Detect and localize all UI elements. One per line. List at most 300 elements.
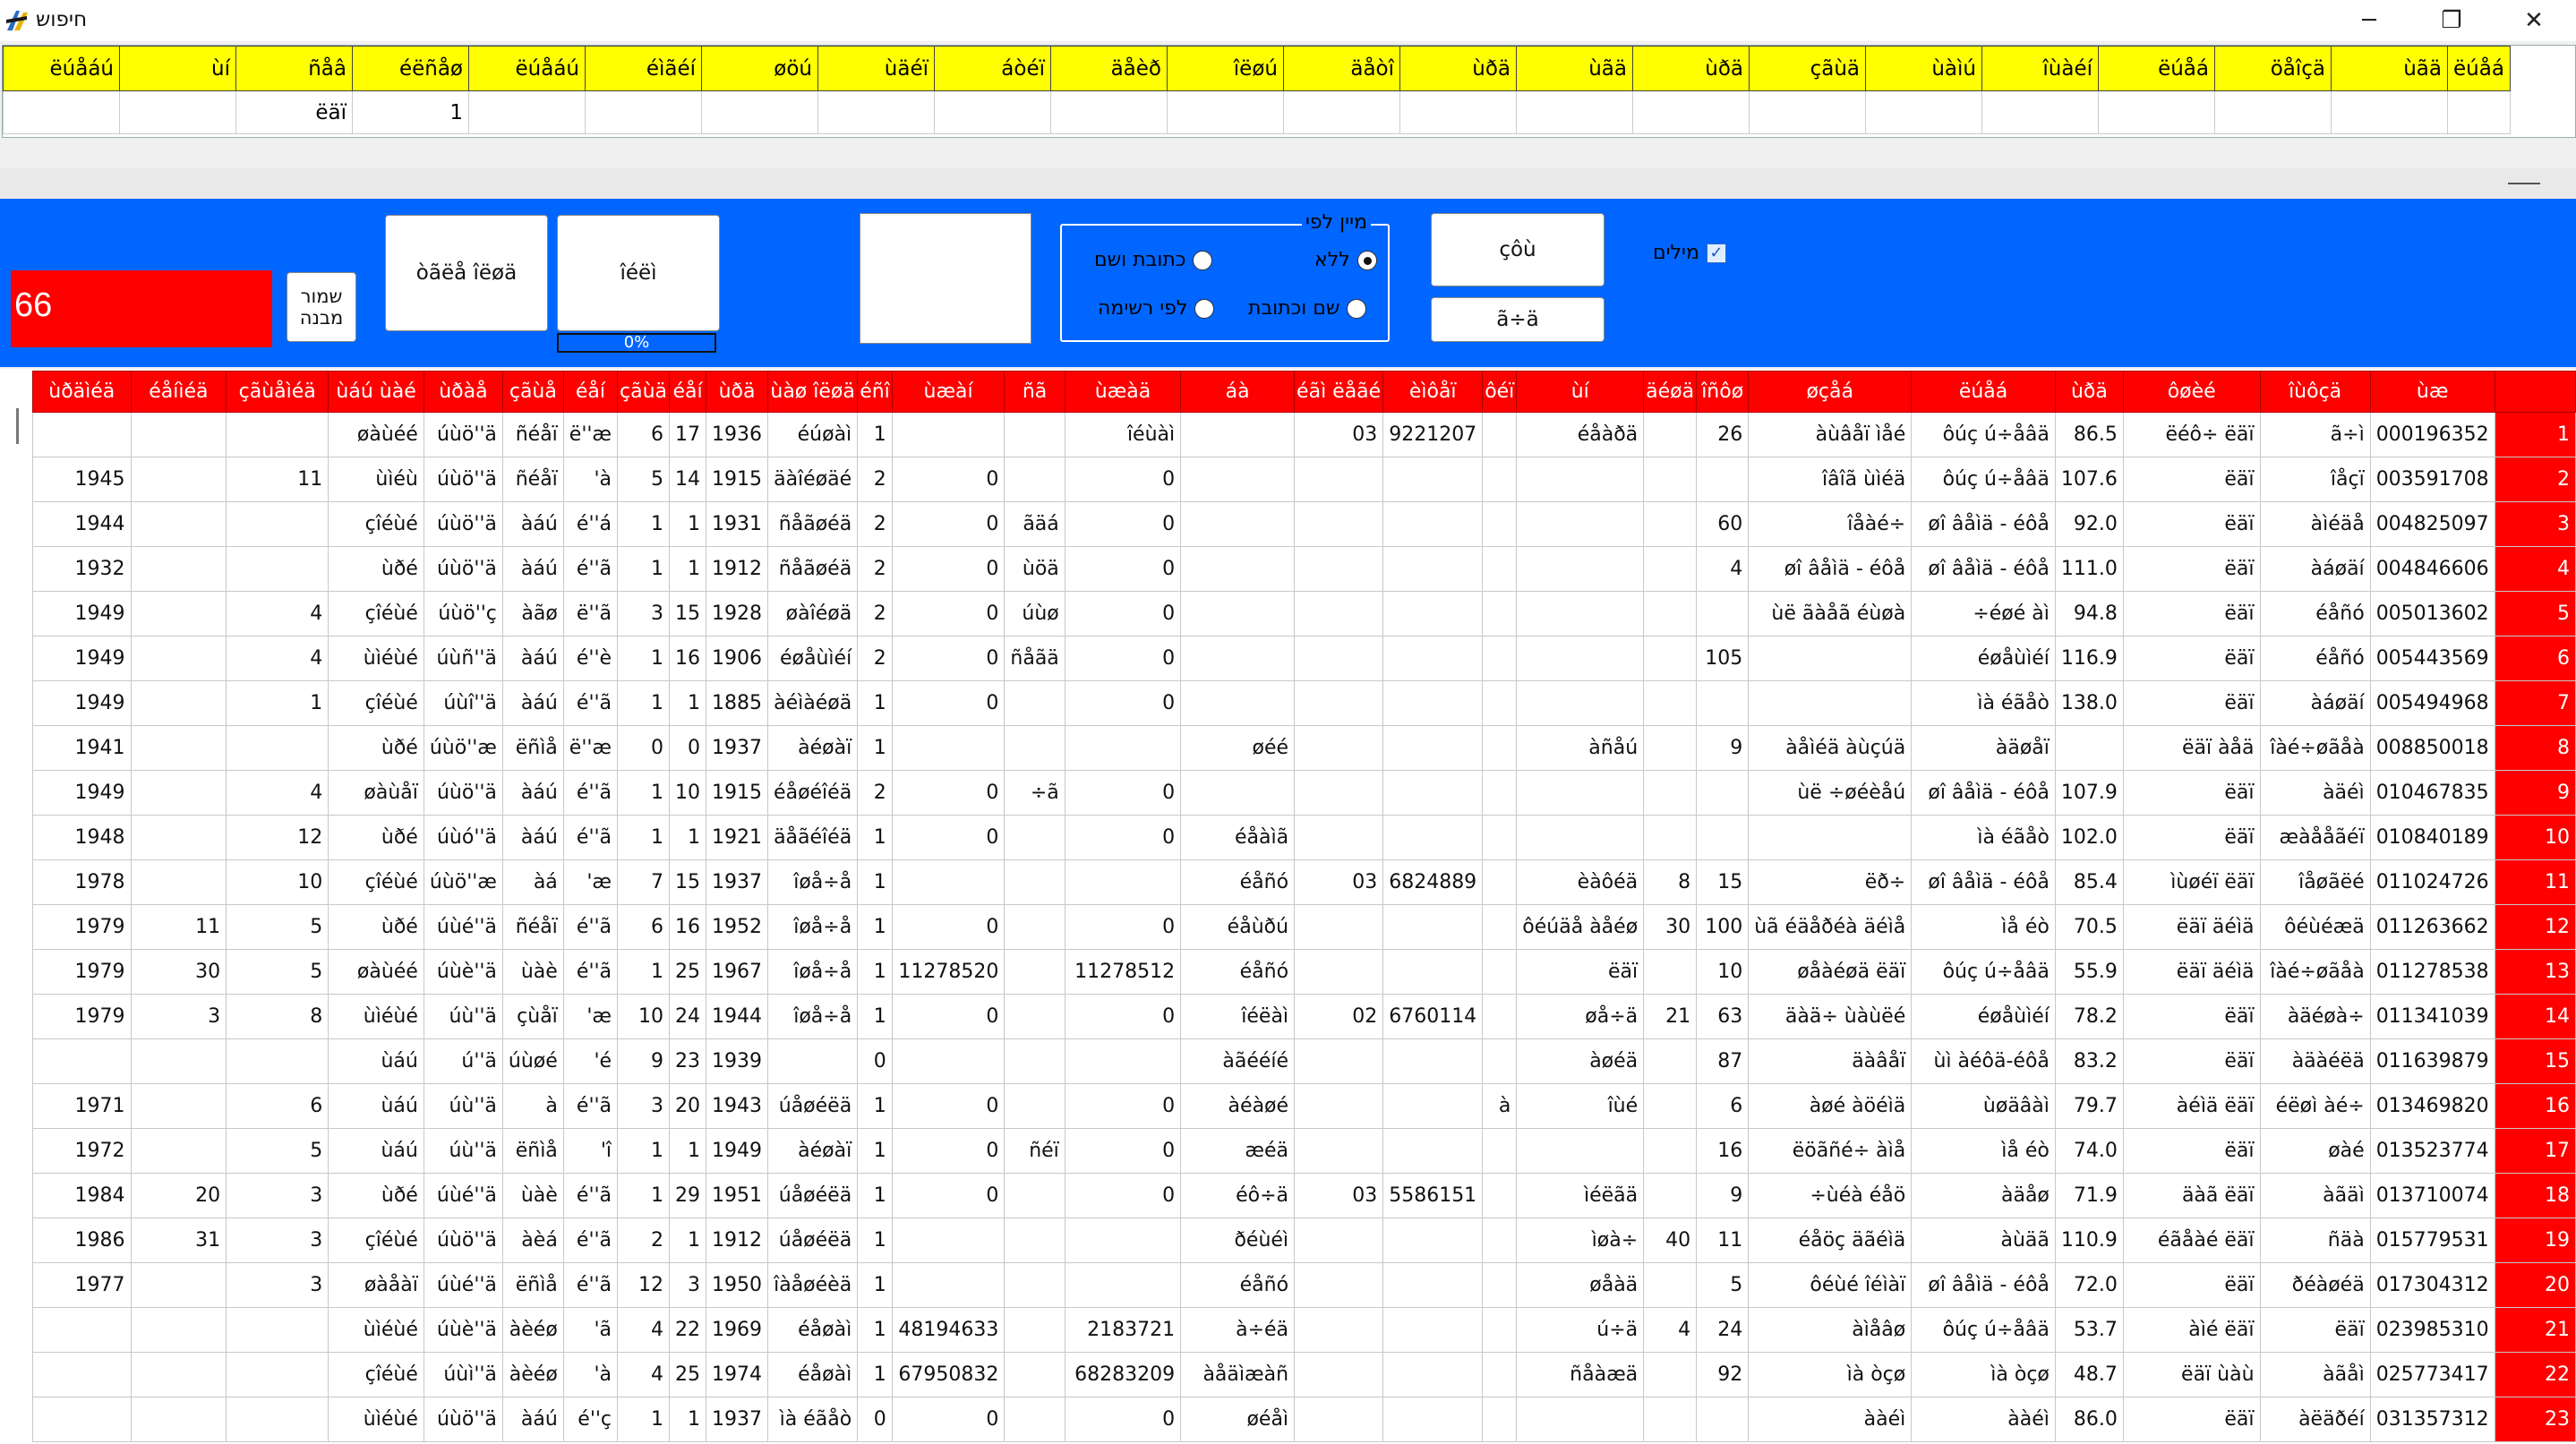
table-cell[interactable]: éúøàì xyxy=(768,413,858,457)
table-cell[interactable] xyxy=(1383,592,1483,637)
table-cell[interactable] xyxy=(1517,816,1644,860)
table-cell[interactable]: äàã ëäï xyxy=(2123,1174,2260,1218)
table-cell[interactable]: 'î xyxy=(563,1129,617,1174)
table-cell[interactable]: 4 xyxy=(227,637,329,681)
search-criteria-cell[interactable] xyxy=(586,91,702,134)
search-criteria-cell[interactable] xyxy=(1400,91,1517,134)
table-cell[interactable]: 79.7 xyxy=(2055,1084,2123,1129)
search-column-header[interactable]: ùàìú xyxy=(1866,47,1982,91)
table-cell[interactable] xyxy=(1005,905,1065,950)
table-cell[interactable]: 0 xyxy=(892,1397,1005,1442)
table-cell[interactable]: ùë ÷øéèåú xyxy=(1749,771,1912,816)
results-column-header[interactable]: ùæ xyxy=(2370,372,2495,413)
table-cell[interactable] xyxy=(892,413,1005,457)
table-cell[interactable]: 5586151 xyxy=(1383,1174,1483,1218)
table-cell[interactable]: 2 xyxy=(858,592,893,637)
table-cell[interactable] xyxy=(1295,1353,1383,1397)
table-cell[interactable] xyxy=(1005,860,1065,905)
table-cell[interactable] xyxy=(1644,681,1697,726)
table-cell[interactable]: 011263662 xyxy=(2370,905,2495,950)
table-cell[interactable]: 53.7 xyxy=(2055,1308,2123,1353)
row-number[interactable]: 18 xyxy=(2495,1174,2575,1218)
table-cell[interactable]: àìéäå xyxy=(2260,502,2370,547)
search-column-header[interactable]: ùðä xyxy=(1400,47,1517,91)
table-row[interactable] xyxy=(33,995,2576,1039)
table-cell[interactable] xyxy=(1295,637,1383,681)
table-cell[interactable]: éåöç äãéìä xyxy=(1749,1218,1912,1263)
table-cell[interactable]: æéä xyxy=(1181,1129,1295,1174)
table-cell[interactable]: îøå÷å xyxy=(768,860,858,905)
table-cell[interactable]: 1974 xyxy=(706,1353,768,1397)
row-number[interactable]: 10 xyxy=(2495,816,2575,860)
table-cell[interactable]: 5 xyxy=(227,905,329,950)
table-cell[interactable]: 23 xyxy=(670,1039,706,1084)
table-cell[interactable]: é''ã xyxy=(563,905,617,950)
table-cell[interactable] xyxy=(1483,1263,1517,1308)
table-cell[interactable] xyxy=(1005,1353,1065,1397)
table-cell[interactable]: ëñìå xyxy=(502,726,563,771)
table-cell[interactable]: 025773417 xyxy=(2370,1353,2495,1397)
table-cell[interactable]: äàîéøäé xyxy=(768,457,858,502)
table-cell[interactable]: 94.8 xyxy=(2055,592,2123,637)
row-number[interactable]: 13 xyxy=(2495,950,2575,995)
table-row[interactable] xyxy=(33,681,2576,726)
table-cell[interactable]: ëäï xyxy=(2123,816,2260,860)
table-cell[interactable]: éåùðú xyxy=(1181,905,1295,950)
table-cell[interactable] xyxy=(1295,547,1383,592)
table-cell[interactable]: 1 xyxy=(618,1174,670,1218)
table-cell[interactable]: 110.9 xyxy=(2055,1218,2123,1263)
table-cell[interactable]: ùáú xyxy=(329,1039,424,1084)
table-cell[interactable]: øåàä xyxy=(1517,1263,1644,1308)
table-cell[interactable]: ëäï xyxy=(1517,950,1644,995)
search-column-header[interactable]: øöú xyxy=(702,47,818,91)
table-cell[interactable]: 1921 xyxy=(706,816,768,860)
table-cell[interactable]: 0 xyxy=(1065,502,1180,547)
table-cell[interactable]: 3 xyxy=(131,995,227,1039)
table-cell[interactable]: 005443569 xyxy=(2370,637,2495,681)
table-cell[interactable] xyxy=(1697,457,1749,502)
table-cell[interactable]: ëñìå xyxy=(502,1129,563,1174)
table-cell[interactable] xyxy=(131,1308,227,1353)
table-cell[interactable]: 0 xyxy=(858,1397,893,1442)
table-cell[interactable]: 102.0 xyxy=(2055,816,2123,860)
table-cell[interactable]: 010467835 xyxy=(2370,771,2495,816)
maximize-icon[interactable]: ❐ xyxy=(2441,7,2462,34)
table-cell[interactable]: 30 xyxy=(131,950,227,995)
table-cell[interactable]: 03 xyxy=(1295,1174,1383,1218)
table-cell[interactable] xyxy=(1295,502,1383,547)
table-cell[interactable]: 1986 xyxy=(33,1218,132,1263)
table-cell[interactable]: 107.9 xyxy=(2055,771,2123,816)
table-cell[interactable]: 0 xyxy=(1065,592,1180,637)
table-cell[interactable]: 1950 xyxy=(706,1263,768,1308)
table-cell[interactable]: 1937 xyxy=(706,860,768,905)
results-column-header[interactable]: èìôåï xyxy=(1383,372,1483,413)
table-cell[interactable] xyxy=(1644,816,1697,860)
table-cell[interactable] xyxy=(1065,726,1180,771)
table-cell[interactable]: 2 xyxy=(858,547,893,592)
search-column-header[interactable]: ëúåáú xyxy=(469,47,586,91)
table-cell[interactable]: øî âåìä - éôå xyxy=(1912,860,2056,905)
search-criteria-cell[interactable] xyxy=(702,91,818,134)
table-cell[interactable]: 1979 xyxy=(33,995,132,1039)
table-cell[interactable]: 48.7 xyxy=(2055,1353,2123,1397)
table-cell[interactable]: ìøà÷ xyxy=(1517,1218,1644,1263)
table-cell[interactable] xyxy=(1295,816,1383,860)
table-cell[interactable] xyxy=(1005,1039,1065,1084)
table-cell[interactable]: ìà éãåò xyxy=(1912,681,2056,726)
table-cell[interactable] xyxy=(227,1353,329,1397)
table-cell[interactable]: 1979 xyxy=(33,950,132,995)
table-cell[interactable]: àéìä ëäï xyxy=(2123,1084,2260,1129)
table-cell[interactable] xyxy=(1295,592,1383,637)
table-cell[interactable]: 3 xyxy=(618,1084,670,1129)
table-cell[interactable]: ìà òçø xyxy=(1749,1353,1912,1397)
table-cell[interactable]: 15 xyxy=(1697,860,1749,905)
search-criteria-cell[interactable] xyxy=(1866,91,1982,134)
table-cell[interactable] xyxy=(1749,816,1912,860)
table-cell[interactable]: é''ã xyxy=(563,1218,617,1263)
table-cell[interactable]: îàé÷øãåà xyxy=(2260,726,2370,771)
table-cell[interactable]: 1944 xyxy=(33,502,132,547)
table-cell[interactable]: øî âåìä - éôå xyxy=(1749,547,1912,592)
scroll-handle[interactable] xyxy=(16,408,19,444)
table-cell[interactable]: 1937 xyxy=(706,726,768,771)
table-cell[interactable] xyxy=(892,1039,1005,1084)
table-cell[interactable]: 0 xyxy=(892,547,1005,592)
table-cell[interactable]: 24 xyxy=(670,995,706,1039)
table-cell[interactable]: øå÷ä xyxy=(1517,995,1644,1039)
table-cell[interactable] xyxy=(1295,1397,1383,1442)
table-cell[interactable] xyxy=(2055,726,2123,771)
table-cell[interactable]: àìé ëäï xyxy=(2123,1308,2260,1353)
table-cell[interactable]: 3 xyxy=(618,592,670,637)
table-cell[interactable]: 11278512 xyxy=(1065,950,1180,995)
table-cell[interactable]: àåäìæàñ xyxy=(1181,1353,1295,1397)
results-column-header[interactable]: éãì ëåãé xyxy=(1295,372,1383,413)
table-cell[interactable]: 015779531 xyxy=(2370,1218,2495,1263)
table-cell[interactable]: ìà éãåò xyxy=(768,1397,858,1442)
table-cell[interactable]: 86.0 xyxy=(2055,1397,2123,1442)
table-cell[interactable]: 92 xyxy=(1697,1353,1749,1397)
table-cell[interactable]: äàä÷ ùàùëé xyxy=(1749,995,1912,1039)
table-cell[interactable] xyxy=(1644,726,1697,771)
table-cell[interactable]: 0 xyxy=(892,1084,1005,1129)
table-cell[interactable]: 1 xyxy=(618,1397,670,1442)
table-cell[interactable]: 02 xyxy=(1295,995,1383,1039)
table-cell[interactable] xyxy=(1295,771,1383,816)
table-cell[interactable] xyxy=(1181,547,1295,592)
table-cell[interactable] xyxy=(1005,457,1065,502)
table-cell[interactable] xyxy=(227,726,329,771)
table-cell[interactable] xyxy=(1295,1308,1383,1353)
table-cell[interactable] xyxy=(1483,726,1517,771)
table-cell[interactable]: àáú xyxy=(502,681,563,726)
search-column-header[interactable]: ùðä xyxy=(1633,47,1750,91)
table-cell[interactable] xyxy=(1295,950,1383,995)
search-column-header[interactable]: çãùä xyxy=(1750,47,1866,91)
table-cell[interactable]: 1 xyxy=(858,1218,893,1263)
search-criteria-cell[interactable] xyxy=(1517,91,1633,134)
table-cell[interactable]: 0 xyxy=(892,637,1005,681)
results-column-header[interactable]: ùáú ùàé xyxy=(329,372,424,413)
table-cell[interactable] xyxy=(1295,457,1383,502)
table-cell[interactable] xyxy=(1005,1084,1065,1129)
table-cell[interactable]: ôéùé îéìàï xyxy=(1749,1263,1912,1308)
table-cell[interactable]: äàâåï xyxy=(1749,1039,1912,1084)
search-criteria-cell[interactable] xyxy=(120,91,236,134)
table-cell[interactable] xyxy=(131,457,227,502)
table-cell[interactable]: çîéùé xyxy=(329,502,424,547)
table-cell[interactable]: ú''ä xyxy=(424,1039,502,1084)
table-cell[interactable]: 21 xyxy=(1644,995,1697,1039)
row-number[interactable]: 19 xyxy=(2495,1218,2575,1263)
table-cell[interactable]: 22 xyxy=(670,1308,706,1353)
table-cell[interactable]: 013523774 xyxy=(2370,1129,2495,1174)
table-cell[interactable]: 1 xyxy=(618,816,670,860)
table-cell[interactable] xyxy=(131,1397,227,1442)
table-cell[interactable] xyxy=(1295,1218,1383,1263)
table-cell[interactable]: 87 xyxy=(1697,1039,1749,1084)
table-row[interactable] xyxy=(33,1218,2576,1263)
table-cell[interactable]: çîéùé xyxy=(329,592,424,637)
table-cell[interactable] xyxy=(131,681,227,726)
table-cell[interactable]: îéëàì xyxy=(1181,995,1295,1039)
table-cell[interactable]: îùé xyxy=(1517,1084,1644,1129)
search-criteria-cell[interactable] xyxy=(1168,91,1284,134)
table-cell[interactable] xyxy=(131,816,227,860)
table-cell[interactable]: àäåø xyxy=(1912,1174,2056,1218)
row-number[interactable]: 2 xyxy=(2495,457,2575,502)
table-cell[interactable]: 'æ xyxy=(563,860,617,905)
table-cell[interactable] xyxy=(227,1397,329,1442)
table-cell[interactable]: 011639879 xyxy=(2370,1039,2495,1084)
table-cell[interactable]: îåàé÷ xyxy=(1749,502,1912,547)
table-cell[interactable]: 0 xyxy=(892,681,1005,726)
table-cell[interactable]: 1 xyxy=(858,905,893,950)
table-cell[interactable]: ìéëãä xyxy=(1517,1174,1644,1218)
table-cell[interactable]: ÷ùéà éåö xyxy=(1749,1174,1912,1218)
table-cell[interactable] xyxy=(1383,1039,1483,1084)
table-cell[interactable]: ùë ãàåã éùøà xyxy=(1749,592,1912,637)
search-column-header[interactable]: ëúåáú xyxy=(4,47,120,91)
table-row[interactable] xyxy=(33,637,2576,681)
table-cell[interactable] xyxy=(1517,1129,1644,1174)
table-cell[interactable]: 16 xyxy=(670,905,706,950)
table-cell[interactable]: øàé xyxy=(2260,1129,2370,1174)
table-cell[interactable] xyxy=(1065,860,1180,905)
table-cell[interactable]: 71.9 xyxy=(2055,1174,2123,1218)
table-cell[interactable]: äåãéîéä xyxy=(768,816,858,860)
search-column-header[interactable]: áòéï xyxy=(935,47,1051,91)
table-cell[interactable]: 1 xyxy=(227,681,329,726)
table-cell[interactable] xyxy=(1697,592,1749,637)
table-cell[interactable] xyxy=(1644,502,1697,547)
table-cell[interactable]: 1969 xyxy=(706,1308,768,1353)
search-column-header[interactable]: ùãä xyxy=(2332,47,2448,91)
table-cell[interactable]: ë''æ xyxy=(563,726,617,771)
table-cell[interactable]: 1949 xyxy=(33,592,132,637)
table-cell[interactable]: éåøéîéä xyxy=(768,771,858,816)
table-cell[interactable]: 4 xyxy=(227,592,329,637)
table-cell[interactable]: éåñó xyxy=(1181,860,1295,905)
table-cell[interactable]: 2 xyxy=(618,1218,670,1263)
table-cell[interactable]: øàåàï xyxy=(329,1263,424,1308)
table-cell[interactable]: 0 xyxy=(1065,771,1180,816)
table-cell[interactable]: 4 xyxy=(618,1353,670,1397)
table-cell[interactable]: 1944 xyxy=(706,995,768,1039)
table-cell[interactable]: àáú xyxy=(502,547,563,592)
table-cell[interactable]: 6760114 xyxy=(1383,995,1483,1039)
results-column-header[interactable]: îñôø xyxy=(1697,372,1749,413)
table-cell[interactable]: 0 xyxy=(892,502,1005,547)
search-column-header[interactable]: ëúåá xyxy=(2099,47,2215,91)
table-cell[interactable]: 017304312 xyxy=(2370,1263,2495,1308)
table-cell[interactable] xyxy=(892,1263,1005,1308)
table-cell[interactable] xyxy=(227,502,329,547)
table-cell[interactable]: 1 xyxy=(858,950,893,995)
table-cell[interactable]: 5 xyxy=(227,1129,329,1174)
table-cell[interactable]: 03 xyxy=(1295,413,1383,457)
table-cell[interactable]: 1949 xyxy=(33,771,132,816)
table-cell[interactable]: 8 xyxy=(227,995,329,1039)
table-cell[interactable]: ààéì xyxy=(1912,1397,2056,1442)
table-cell[interactable]: éøåùìéí xyxy=(768,637,858,681)
table-cell[interactable]: 1 xyxy=(858,1129,893,1174)
table-cell[interactable] xyxy=(1517,547,1644,592)
table-cell[interactable]: 003591708 xyxy=(2370,457,2495,502)
table-cell[interactable]: øàùéé xyxy=(329,413,424,457)
table-cell[interactable]: 0 xyxy=(892,995,1005,1039)
table-cell[interactable]: îåøãëé xyxy=(2260,860,2370,905)
table-cell[interactable] xyxy=(33,1397,132,1442)
row-number[interactable]: 23 xyxy=(2495,1397,2575,1442)
table-cell[interactable]: 67950832 xyxy=(892,1353,1005,1397)
table-cell[interactable]: 031357312 xyxy=(2370,1397,2495,1442)
table-cell[interactable]: ëäï äéìä xyxy=(2123,905,2260,950)
table-cell[interactable]: 11 xyxy=(227,457,329,502)
table-cell[interactable] xyxy=(227,1039,329,1084)
table-cell[interactable] xyxy=(1483,681,1517,726)
table-cell[interactable]: éåñó xyxy=(2260,592,2370,637)
table-cell[interactable]: ëöãñé÷ àìå xyxy=(1749,1129,1912,1174)
table-cell[interactable]: ëéô÷ ëäï xyxy=(2123,413,2260,457)
table-cell[interactable]: øî âåìä - éôå xyxy=(1912,1263,2056,1308)
table-cell[interactable]: ìà éãåò xyxy=(1912,816,2056,860)
table-cell[interactable]: 55.9 xyxy=(2055,950,2123,995)
table-cell[interactable]: 011278538 xyxy=(2370,950,2495,995)
table-cell[interactable] xyxy=(131,1353,227,1397)
table-cell[interactable] xyxy=(33,1308,132,1353)
table-cell[interactable] xyxy=(1383,1263,1483,1308)
table-row[interactable] xyxy=(33,1039,2576,1084)
table-cell[interactable]: àéøàï xyxy=(768,1129,858,1174)
table-cell[interactable]: ìà òçø xyxy=(1912,1353,2056,1397)
table-cell[interactable]: çîéùé xyxy=(329,860,424,905)
table-cell[interactable]: éëøì àé÷ xyxy=(2260,1084,2370,1129)
table-cell[interactable]: 83.2 xyxy=(2055,1039,2123,1084)
table-cell[interactable] xyxy=(131,726,227,771)
table-cell[interactable]: 0 xyxy=(618,726,670,771)
table-cell[interactable] xyxy=(1483,771,1517,816)
table-cell[interactable]: 1 xyxy=(618,637,670,681)
table-cell[interactable]: 85.4 xyxy=(2055,860,2123,905)
table-cell[interactable]: é''è xyxy=(563,637,617,681)
table-cell[interactable]: 5 xyxy=(1697,1263,1749,1308)
table-cell[interactable] xyxy=(1383,771,1483,816)
minimize-icon[interactable]: ─ xyxy=(2362,7,2376,34)
row-number[interactable]: 6 xyxy=(2495,637,2575,681)
table-cell[interactable]: 1972 xyxy=(33,1129,132,1174)
table-cell[interactable]: éåñó xyxy=(2260,637,2370,681)
table-row[interactable] xyxy=(33,726,2576,771)
table-cell[interactable]: 3 xyxy=(670,1263,706,1308)
table-cell[interactable] xyxy=(33,413,132,457)
table-cell[interactable]: 0 xyxy=(1065,637,1180,681)
table-cell[interactable] xyxy=(1517,457,1644,502)
table-cell[interactable]: 1915 xyxy=(706,771,768,816)
table-cell[interactable]: 116.9 xyxy=(2055,637,2123,681)
table-cell[interactable]: àáú xyxy=(502,637,563,681)
table-cell[interactable]: 1906 xyxy=(706,637,768,681)
table-cell[interactable] xyxy=(1383,726,1483,771)
table-cell[interactable]: 6 xyxy=(1697,1084,1749,1129)
search-criteria-cell[interactable] xyxy=(2332,91,2448,134)
table-cell[interactable]: ñéåï xyxy=(502,905,563,950)
sort-radio-name-address[interactable] xyxy=(1248,297,1366,320)
table-cell[interactable]: 1951 xyxy=(706,1174,768,1218)
table-cell[interactable]: 2 xyxy=(858,502,893,547)
table-cell[interactable] xyxy=(1517,1397,1644,1442)
table-cell[interactable]: 11278520 xyxy=(892,950,1005,995)
table-cell[interactable]: 1937 xyxy=(706,1397,768,1442)
table-cell[interactable]: 70.5 xyxy=(2055,905,2123,950)
table-cell[interactable] xyxy=(1295,1039,1383,1084)
splitter-grip-icon[interactable] xyxy=(2508,183,2540,184)
table-cell[interactable]: 25 xyxy=(670,1353,706,1397)
table-cell[interactable]: øåàéøä ëäï xyxy=(1749,950,1912,995)
table-cell[interactable]: úùé''ä xyxy=(424,1174,502,1218)
table-cell[interactable] xyxy=(1295,726,1383,771)
table-cell[interactable]: 03 xyxy=(1295,860,1383,905)
table-row[interactable] xyxy=(33,547,2576,592)
table-cell[interactable]: 0 xyxy=(858,1039,893,1084)
table-cell[interactable]: ñäà xyxy=(2260,1218,2370,1263)
splitter-bar[interactable] xyxy=(0,168,2576,199)
table-cell[interactable] xyxy=(1065,1263,1180,1308)
table-cell[interactable]: éåàìã xyxy=(1181,816,1295,860)
table-cell[interactable]: ëð÷ xyxy=(1749,860,1912,905)
table-cell[interactable] xyxy=(1005,681,1065,726)
table-cell[interactable]: 005013602 xyxy=(2370,592,2495,637)
results-column-header[interactable]: ôéï xyxy=(1483,372,1517,413)
table-cell[interactable]: 1 xyxy=(858,413,893,457)
table-cell[interactable]: 60 xyxy=(1697,502,1749,547)
table-cell[interactable]: îåçï xyxy=(2260,457,2370,502)
table-cell[interactable]: 10 xyxy=(227,860,329,905)
table-cell[interactable] xyxy=(131,592,227,637)
table-row[interactable] xyxy=(33,860,2576,905)
table-cell[interactable] xyxy=(131,413,227,457)
table-row[interactable] xyxy=(33,502,2576,547)
table-cell[interactable]: ùìéùé xyxy=(329,637,424,681)
table-cell[interactable]: îâîã ùìéä xyxy=(1749,457,1912,502)
table-cell[interactable]: ùáú xyxy=(329,1084,424,1129)
table-cell[interactable]: ÷ã xyxy=(1005,771,1065,816)
table-cell[interactable]: úùì''ä xyxy=(424,1353,502,1397)
row-number[interactable]: 3 xyxy=(2495,502,2575,547)
